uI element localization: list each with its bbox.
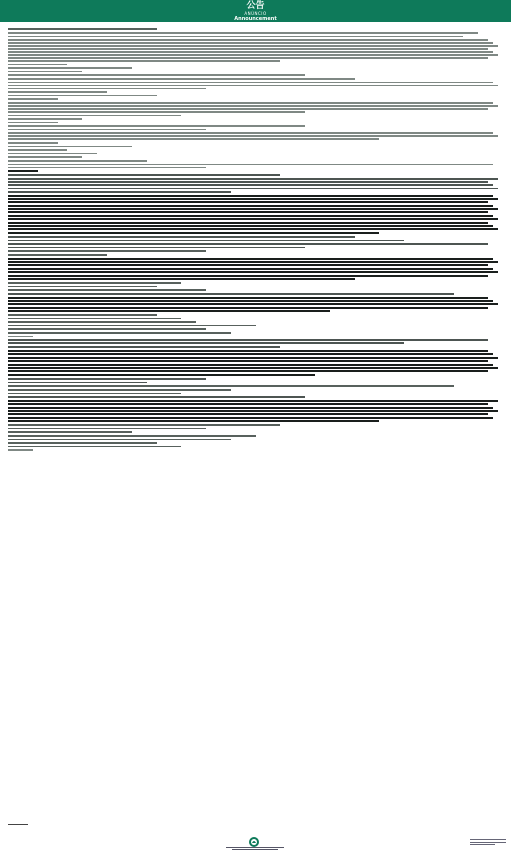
text-paragraph: [8, 243, 503, 248]
signature-block: [8, 823, 28, 825]
text-paragraph: [8, 286, 503, 288]
header-title-english: Announcement: [234, 16, 277, 22]
text-paragraph: [8, 82, 503, 90]
text-paragraph: [8, 102, 503, 113]
text-paragraph: [8, 178, 503, 193]
text-paragraph: [8, 389, 503, 391]
text-paragraph: [8, 393, 503, 395]
text-paragraph: [8, 32, 503, 34]
text-paragraph: [8, 378, 503, 380]
text-paragraph: [8, 28, 503, 30]
text-paragraph: [8, 446, 503, 448]
text-paragraph: [8, 339, 503, 344]
text-paragraph: [8, 435, 503, 437]
text-paragraph: [8, 400, 503, 422]
text-paragraph: [8, 258, 503, 280]
header-title-chinese: 公告: [246, 1, 265, 11]
text-paragraph: [8, 321, 503, 323]
text-paragraph: [8, 156, 503, 158]
text-paragraph: [8, 240, 503, 242]
text-paragraph: [8, 332, 503, 334]
publication-stamp: [470, 839, 506, 848]
text-paragraph: [8, 195, 503, 234]
text-paragraph: [8, 254, 503, 256]
text-paragraph: [8, 64, 503, 66]
text-paragraph: [8, 122, 503, 124]
text-paragraph: [8, 67, 503, 69]
announcement-footer: [0, 836, 511, 852]
text-paragraph: [8, 129, 503, 131]
text-paragraph: [8, 95, 503, 97]
text-paragraph: [8, 439, 503, 441]
text-paragraph: [8, 39, 503, 61]
text-paragraph: [8, 350, 503, 376]
header-title-portuguese: ANÚNCIO: [244, 11, 267, 16]
text-paragraph: [8, 174, 503, 176]
text-paragraph: [8, 142, 503, 144]
text-paragraph: [8, 91, 503, 93]
text-paragraph: [8, 289, 503, 291]
text-paragraph: [8, 382, 503, 384]
text-paragraph: [8, 146, 503, 148]
text-paragraph: [8, 282, 503, 284]
text-paragraph: [8, 297, 503, 313]
text-paragraph: [8, 132, 503, 140]
text-paragraph: [8, 314, 503, 316]
text-paragraph: [8, 431, 503, 433]
text-paragraph: [8, 98, 503, 100]
text-paragraph: [8, 74, 503, 76]
emblem-caption: [226, 847, 284, 850]
text-paragraph: [8, 346, 503, 348]
announcement-body: [8, 27, 503, 835]
text-paragraph: [8, 78, 503, 80]
text-paragraph: [8, 449, 503, 451]
text-paragraph: [8, 236, 503, 238]
text-paragraph: [8, 71, 503, 73]
announcement-header: [0, 0, 511, 22]
text-paragraph: [8, 153, 503, 155]
text-paragraph: [8, 170, 503, 172]
text-paragraph: [8, 160, 503, 162]
text-paragraph: [8, 36, 503, 38]
text-paragraph: [8, 125, 503, 127]
text-paragraph: [8, 442, 503, 444]
text-paragraph: [8, 385, 503, 387]
text-paragraph: [8, 164, 503, 169]
text-paragraph: [8, 293, 503, 295]
text-paragraph: [8, 115, 503, 117]
text-paragraph: [8, 250, 503, 252]
text-paragraph: [8, 325, 503, 327]
text-paragraph: [8, 318, 503, 320]
text-paragraph: [8, 328, 503, 330]
text-paragraph: [8, 149, 503, 151]
text-paragraph: [8, 118, 503, 120]
text-paragraph: [8, 428, 503, 430]
text-paragraph: [8, 396, 503, 398]
text-paragraph: [8, 336, 503, 338]
text-paragraph: [8, 424, 503, 426]
